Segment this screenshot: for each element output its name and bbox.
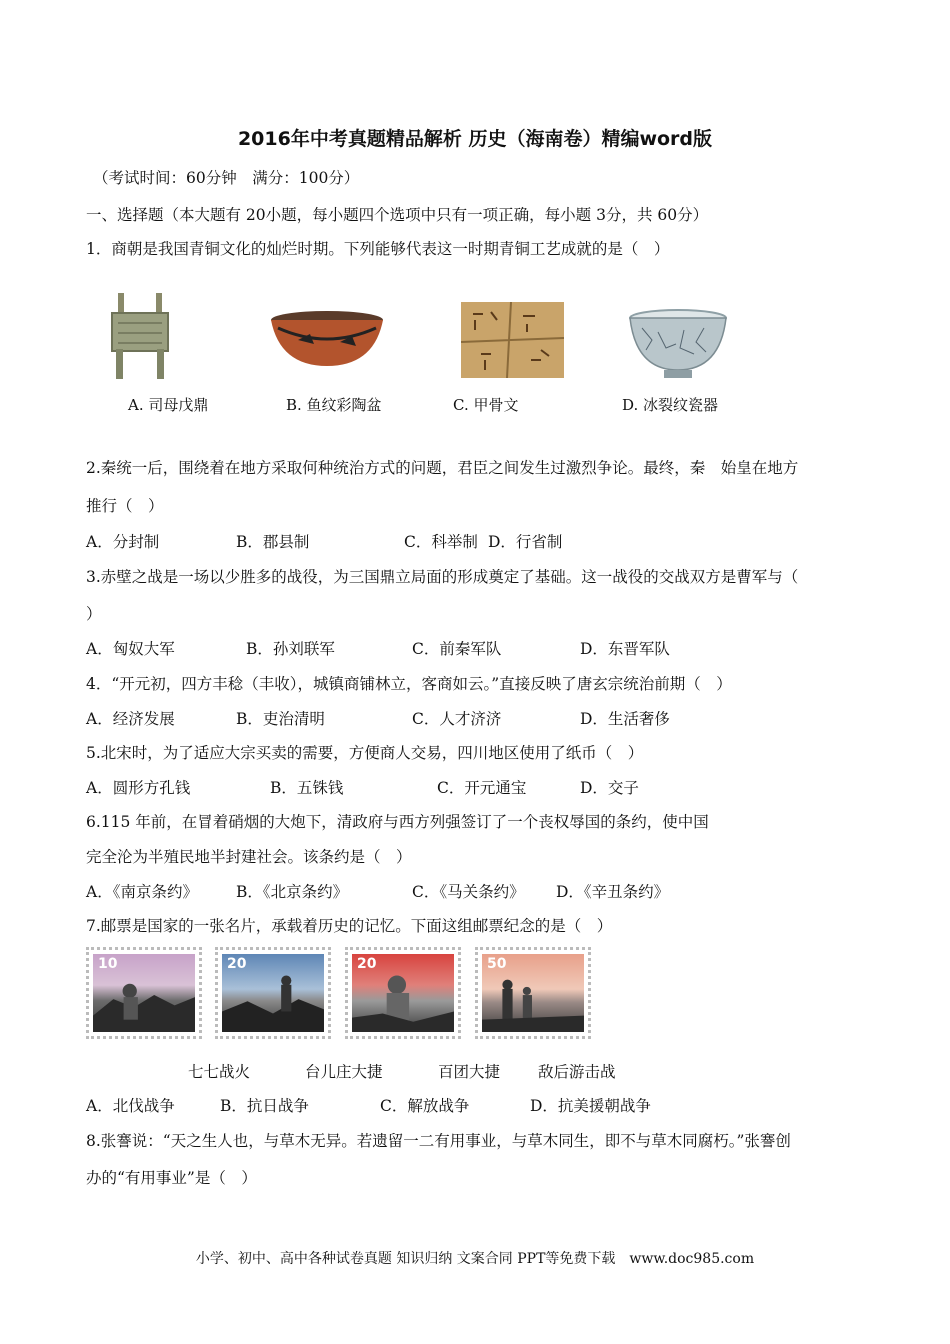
q7-stem: 7.邮票是国家的一张名片，承载着历史的记忆。下面这组邮票纪念的是（ ）: [86, 917, 613, 935]
q7-option-c[interactable]: C．解放战争: [380, 1097, 470, 1115]
stamp-4-value: 50: [487, 956, 507, 972]
exam-info: （考试时间：60分钟 满分：100分）: [93, 169, 360, 187]
page-title: 2016年中考真题精品解析 历史（海南卷）精编word版: [237, 128, 713, 150]
q2-stem-line2: 推行（ ）: [86, 497, 164, 515]
q1-caption-d: D. 冰裂纹瓷器: [622, 396, 719, 414]
q2-option-b[interactable]: B．郡县制: [236, 533, 310, 551]
q3-option-b[interactable]: B．孙刘联军: [246, 640, 335, 658]
stamp-caption-2: 台儿庄大捷: [305, 1063, 383, 1081]
q3-stem-line2: ）: [86, 605, 102, 623]
q1-caption-c: C. 甲骨文: [453, 396, 519, 414]
q5-option-c[interactable]: C．开元通宝: [437, 779, 527, 797]
q7-option-a[interactable]: A．北伐战争: [86, 1097, 175, 1115]
q2-option-a[interactable]: A．分封制: [86, 533, 160, 551]
stamp-caption-4: 敌后游击战: [538, 1063, 616, 1081]
q3-option-d[interactable]: D．东晋军队: [580, 640, 670, 658]
q4-stem: 4．“开元初，四方丰稔（丰收），城镇商铺林立，客商如云。”直接反映了唐玄宗统治前期（ ）: [86, 675, 732, 693]
stamp-4: [475, 947, 591, 1039]
q6-stem-line2: 完全沦为半殖民地半封建社会。该条约是（ ）: [86, 848, 412, 866]
page-footer: 小学、初中、高中各种试卷真题 知识归纳 文案合同 PPT等免费下载 www.doc985.com: [195, 1251, 755, 1267]
q3-option-c[interactable]: C．前秦军队: [412, 640, 502, 658]
stamp-caption-3: 百团大捷: [438, 1063, 501, 1081]
q6-option-a[interactable]: A．《南京条约》: [86, 883, 198, 901]
section-heading: 一、选择题（本大题有 20小题，每小题四个选项中只有一项正确，每小题 3分，共 60分）: [86, 206, 709, 224]
q1-caption-b: B. 鱼纹彩陶盆: [286, 396, 382, 414]
q4-option-d[interactable]: D．生活奢侈: [580, 710, 670, 728]
q3-option-a[interactable]: A．匈奴大军: [86, 640, 175, 658]
stamp-2: [215, 947, 331, 1039]
q4-option-c[interactable]: C．人才济济: [412, 710, 502, 728]
q1-caption-a: A. 司母戊鼎: [128, 396, 209, 414]
q1-stem: 1．商朝是我国青铜文化的灿烂时期。下列能够代表这一时期青铜工艺成就的是（ ）: [86, 240, 670, 258]
painted-pottery-basin-image: [268, 310, 386, 368]
q5-stem: 5.北宋时，为了适应大宗买卖的需要，方便商人交易，四川地区使用了纸币（ ）: [86, 744, 644, 762]
q8-stem-line2: 办的“有用事业”是（ ）: [86, 1169, 257, 1187]
q3-stem-line1: 3.赤壁之战是一场以少胜多的战役，为三国鼎立局面的形成奠定了基础。这一战役的交战双方是曹军与（: [86, 568, 799, 586]
q6-stem-line1: 6.115 年前，在冒着硝烟的大炮下，清政府与西方列强签订了一个丧权辱国的条约，使中国: [86, 813, 709, 831]
q2-option-d[interactable]: D．行省制: [488, 533, 563, 551]
q2-option-c[interactable]: C．科举制: [404, 533, 478, 551]
bronze-ding-image: [108, 287, 172, 385]
q5-option-a[interactable]: A．圆形方孔钱: [86, 779, 191, 797]
q4-option-a[interactable]: A．经济发展: [86, 710, 175, 728]
q6-option-b[interactable]: B．《北京条约》: [236, 883, 349, 901]
q6-option-c[interactable]: C．《马关条约》: [412, 883, 525, 901]
q4-option-b[interactable]: B．吏治清明: [236, 710, 325, 728]
stamp-1-value: 10: [98, 956, 118, 972]
q2-stem-line1: 2.秦统一后，围绕着在地方采取何种统治方式的问题，君臣之间发生过激烈争论。最终，秦 始皇在地方: [86, 459, 799, 477]
q7-option-b[interactable]: B．抗日战争: [220, 1097, 309, 1115]
stamp-1: [86, 947, 202, 1039]
stamp-2-value: 20: [227, 956, 247, 972]
q5-option-b[interactable]: B．五铢钱: [270, 779, 344, 797]
crackle-glaze-porcelain-image: [628, 308, 728, 380]
q7-option-d[interactable]: D．抗美援朝战争: [530, 1097, 651, 1115]
stamp-3: [345, 947, 461, 1039]
oracle-bone-inscription-image: [461, 302, 564, 378]
stamp-caption-1: 七七战火: [188, 1063, 251, 1081]
q5-option-d[interactable]: D．交子: [580, 779, 639, 797]
q6-option-d[interactable]: D．《辛丑条约》: [556, 883, 670, 901]
q8-stem-line1: 8.张謇说：“天之生人也，与草木无异。若遗留一二有用事业，与草木同生，即不与草木同腐朽。”张謇创: [86, 1132, 791, 1150]
stamp-3-value: 20: [357, 956, 377, 972]
